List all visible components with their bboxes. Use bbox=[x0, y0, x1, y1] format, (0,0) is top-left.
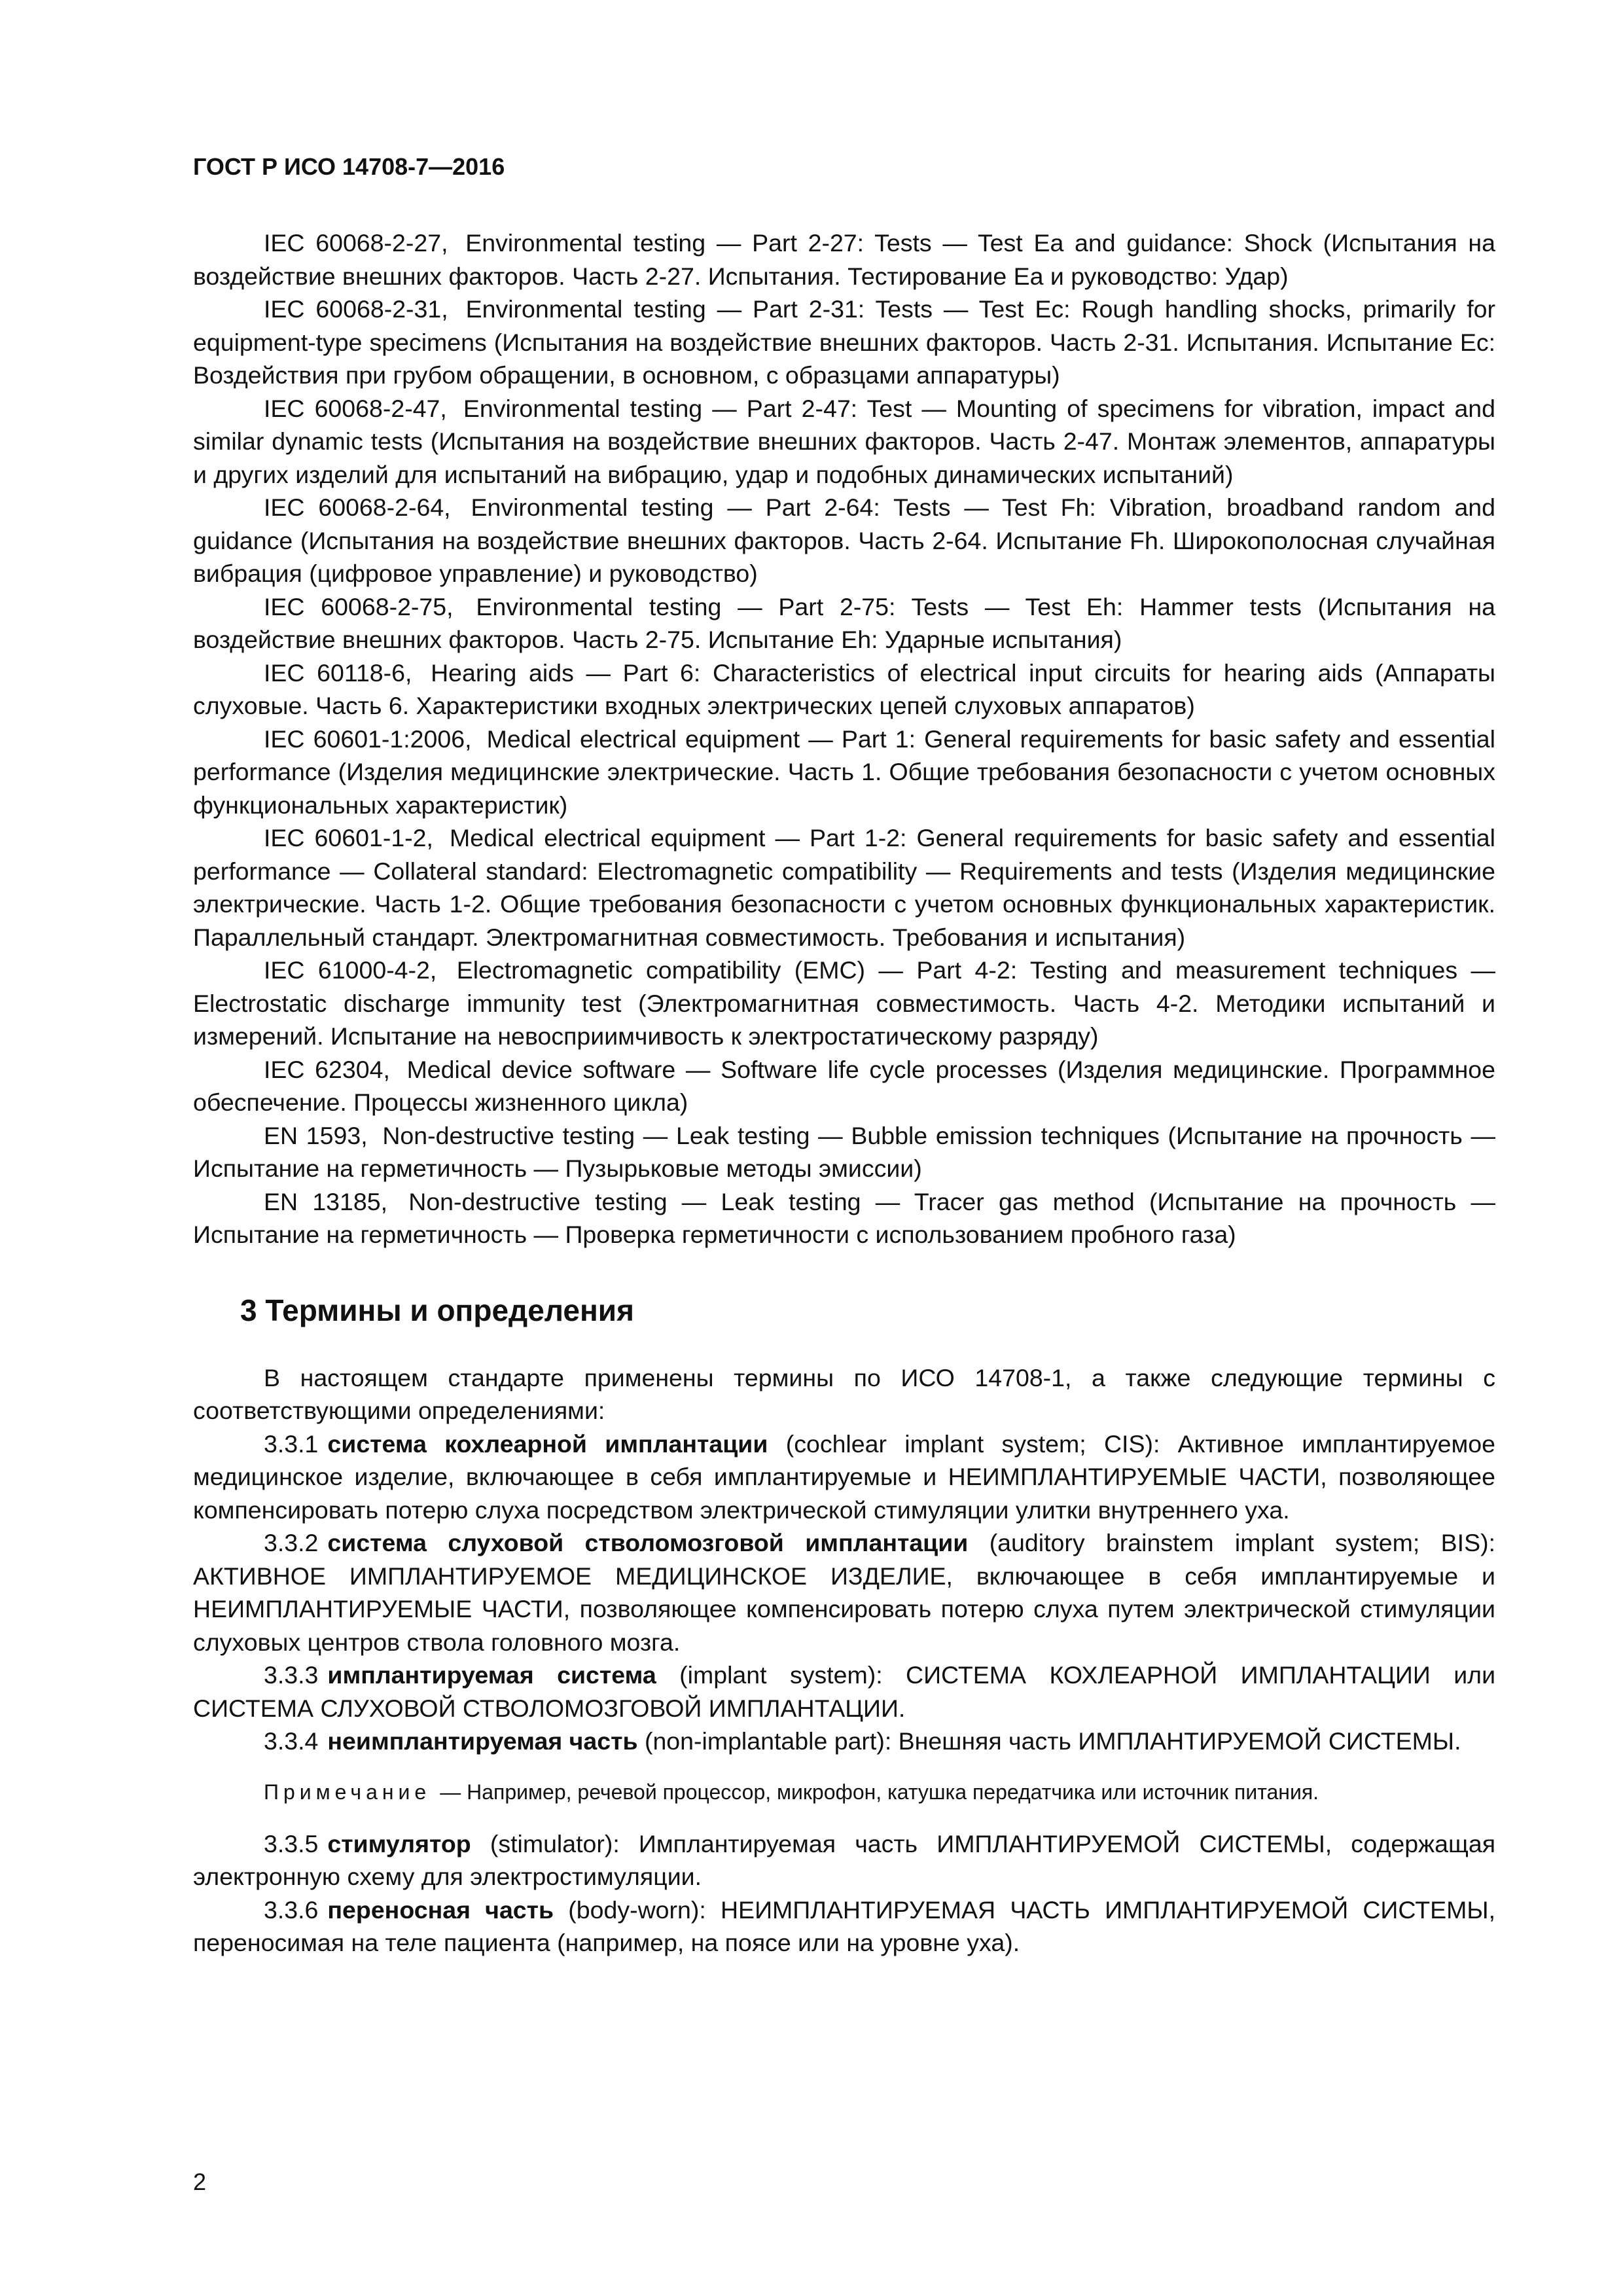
note-text: — Например, речевой процессор, микрофон, катушка передатчика или источник питания. bbox=[440, 1780, 1319, 1804]
term-definition: (non-implantable part): Внешняя часть ИМПЛАНТИРУЕМОЙ СИСТЕМЫ. bbox=[644, 1727, 1461, 1755]
reference-text: Non-destructive testing — Leak testing — Tracer gas method (Испытание на прочность — Испытание на герметичность — Проверка герметичности с использованием пробного газа) bbox=[193, 1187, 1496, 1248]
section-intro: В настоящем стандарте применены термины по ИСО 14708-1, а также следующие термины с соответствующими определениями: bbox=[193, 1363, 1495, 1424]
term-name: стимулятор bbox=[327, 1829, 471, 1857]
term-entry bbox=[193, 1725, 1495, 1758]
term-entry bbox=[193, 1427, 1495, 1527]
reference-id: EN 13185, bbox=[264, 1187, 388, 1215]
term-definition: (stimulator): Имплантируемая часть ИМПЛАНТИРУЕМОЙ СИСТЕМЫ, содержащая электронную схему для электростимуляции. bbox=[193, 1829, 1496, 1890]
reference-id: IEC 60118-6, bbox=[264, 658, 412, 687]
reference-id: IEC 60068-2-31, bbox=[264, 295, 448, 323]
reference-text: Electromagnetic compatibility (EMC) — Part 4-2: Testing and measurement techniques — Electrostatic discharge immunity test (Электромагнитная совместимость. Часть 4-2. Методики испытаний и измерений. Испытание на невосприимчивость к электростатическому разряду) bbox=[193, 956, 1495, 1050]
term-number: 3.3.5 bbox=[264, 1829, 319, 1857]
reference-item bbox=[193, 723, 1495, 822]
document-page bbox=[193, 151, 1495, 2245]
reference-text: Hearing aids — Part 6: Characteristics of electrical input circuits for hearing aids (Аппараты слуховые. Часть 6. Характеристики входных электрических цепей слуховых аппаратов) bbox=[193, 658, 1495, 719]
reference-text: Non-destructive testing — Leak testing — Bubble emission techniques (Испытание на прочность — Испытание на герметичность — Пузырьковые методы эмиссии) bbox=[193, 1121, 1496, 1182]
standard-header: ГОСТ Р ИСО 14708-7—2016 bbox=[193, 153, 505, 180]
reference-text: Environmental testing — Part 2-31: Tests — Test Ec: Rough handling shocks, primarily for equipment-type specimens (Испытания на воздействие внешних факторов. Часть 2-31. Испытания. Испытание Ec: Воздействия при грубом обращении, в основном, с образцами аппаратуры) bbox=[193, 295, 1496, 389]
reference-item bbox=[193, 226, 1495, 293]
reference-id: IEC 61000-4-2, bbox=[264, 956, 437, 984]
term-name: имплантируемая система bbox=[327, 1661, 656, 1689]
term-entry bbox=[193, 1526, 1495, 1659]
reference-text: Environmental testing — Part 2-47: Test — Mounting of specimens for vibration, impact and similar dynamic tests (Испытания на воздействие внешних факторов. Часть 2-47. Монтаж элементов, аппаратуры и других изделий для испытаний на вибрацию, удар и подобных динамических испытаний) bbox=[193, 394, 1496, 488]
reference-id: IEC 60068-2-27, bbox=[264, 229, 448, 257]
reference-id: IEC 60068-2-64, bbox=[264, 493, 451, 521]
reference-text: Medical electrical equipment — Part 1: General requirements for basic safety and essential performance (Изделия медицинские электрические. Часть 1. Общие требования безопасности с учетом основных функциональных характеристик) bbox=[193, 725, 1495, 819]
term-entry bbox=[193, 1659, 1495, 1725]
reference-item bbox=[193, 1053, 1495, 1119]
reference-item bbox=[193, 821, 1495, 954]
terms-and-definitions bbox=[193, 1361, 1495, 1960]
reference-text: Environmental testing — Part 2-27: Tests — Test Ea and guidance: Shock (Испытания на воздействие внешних факторов. Часть 2-27. Испытания. Тестирование Ea и руководство: Удар) bbox=[193, 229, 1495, 290]
note-label: Примечание bbox=[264, 1780, 431, 1804]
reference-item bbox=[193, 656, 1495, 723]
reference-item bbox=[193, 293, 1495, 392]
reference-id: IEC 62304, bbox=[264, 1055, 390, 1083]
reference-text: Medical electrical equipment — Part 1-2: General requirements for basic safety and essential performance — Collateral standard: Electromagnetic compatibility — Requirements and tests (Изделия медицинские электрические. Часть 1-2. Общие требования безопасности с учетом основных функциональных характеристик. Параллельный стандарт. Электромагнитная совместимость. Требования и испытания) bbox=[193, 824, 1495, 951]
term-number: 3.3.4 bbox=[264, 1727, 319, 1755]
term-definition: (body-worn): НЕИМПЛАНТИРУЕМАЯ ЧАСТЬ ИМПЛАНТИРУЕМОЙ СИСТЕМЫ, переносимая на теле пациента (например, на поясе или на уровне уха). bbox=[193, 1895, 1495, 1956]
reference-text: Environmental testing — Part 2-64: Tests — Test Fh: Vibration, broadband random and guidance (Испытания на воздействие внешних факторов. Часть 2-64. Испытание Fh. Широкополосная случайная вибрация (цифровое управление) и руководство) bbox=[193, 493, 1496, 587]
reference-text: Medical device software — Software life cycle processes (Изделия медицинские. Программное обеспечение. Процессы жизненного цикла) bbox=[193, 1055, 1495, 1116]
normative-references-list bbox=[193, 226, 1495, 1251]
term-definition: (auditory brainstem implant system; BIS): АКТИВНОЕ ИМПЛАНТИРУЕМОЕ МЕДИЦИНСКОЕ ИЗДЕЛИЕ, включающее в себя имплантируемые и НЕИМПЛАНТИРУЕМЫЕ ЧАСТИ, позволяющее компенсировать потерю слуха путем электрической стимуляции слуховых центров ствола головного мозга. bbox=[193, 1529, 1495, 1656]
reference-item bbox=[193, 954, 1495, 1053]
term-definition: (implant system): СИСТЕМА КОХЛЕАРНОЙ ИМПЛАНТАЦИИ или СИСТЕМА СЛУХОВОЙ СТВОЛОМОЗГОВОЙ ИМПЛАНТАЦИИ. bbox=[193, 1661, 1496, 1722]
reference-id: IEC 60068-2-47, bbox=[264, 394, 447, 422]
term-number: 3.3.2 bbox=[264, 1529, 319, 1556]
reference-id: IEC 60601-1-2, bbox=[264, 824, 433, 852]
term-number: 3.3.3 bbox=[264, 1661, 319, 1689]
term-name: система слуховой стволомозговой имплантации bbox=[327, 1529, 969, 1556]
reference-id: IEC 60601-1:2006, bbox=[264, 725, 472, 753]
term-name: система кохлеарной имплантации bbox=[327, 1429, 768, 1458]
note bbox=[193, 1778, 1495, 1806]
reference-item bbox=[193, 491, 1495, 590]
term-entry bbox=[193, 1893, 1495, 1960]
reference-item bbox=[193, 392, 1495, 492]
reference-item bbox=[193, 590, 1495, 656]
term-name: переносная часть bbox=[327, 1895, 554, 1924]
reference-item bbox=[193, 1119, 1495, 1185]
term-definition: (cochlear implant system; CIS): Активное имплантируемое медицинское изделие, включающее в себя имплантируемые и НЕИМПЛАНТИРУЕМЫЕ ЧАСТИ, позволяющее компенсировать потерю слуха посредством электрической стимуляции улитки внутреннего уха. bbox=[193, 1429, 1495, 1524]
term-number: 3.3.6 bbox=[264, 1895, 319, 1924]
reference-id: EN 1593, bbox=[264, 1121, 368, 1149]
reference-item bbox=[193, 1185, 1495, 1251]
term-name: неимплантируемая часть bbox=[327, 1727, 638, 1755]
page-number: 2 bbox=[193, 2168, 207, 2195]
term-entry bbox=[193, 1827, 1495, 1893]
reference-text: Environmental testing — Part 2-75: Tests — Test Eh: Hammer tests (Испытания на воздействие внешних факторов. Часть 2-75. Испытание Eh: Ударные испытания) bbox=[193, 592, 1496, 653]
section-heading: 3 Термины и определения bbox=[240, 1293, 634, 1327]
reference-id: IEC 60068-2-75, bbox=[264, 592, 454, 620]
term-number: 3.3.1 bbox=[264, 1429, 319, 1458]
